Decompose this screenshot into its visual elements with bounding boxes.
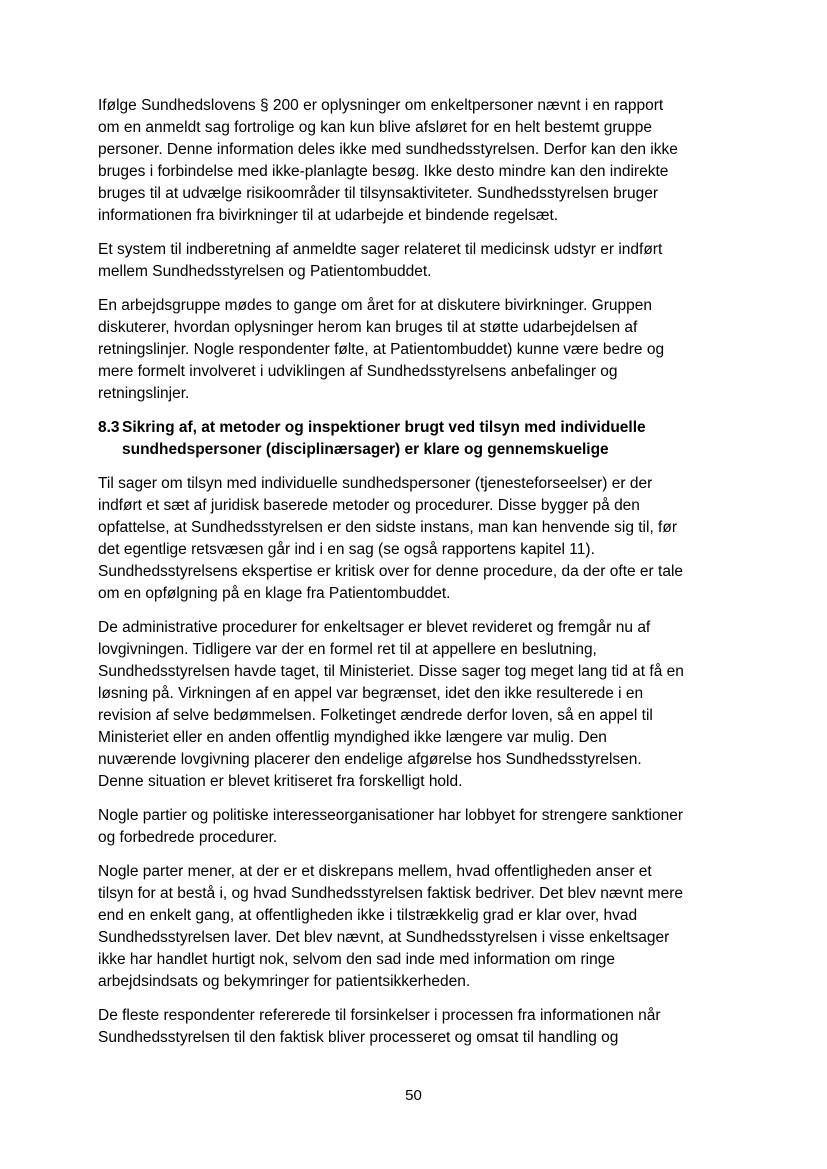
paragraph xyxy=(98,473,734,605)
section-heading xyxy=(98,417,734,461)
text-line: end en enkelt gang, at offentligheden ikke i tilstrækkelig grad er klar over, hvad xyxy=(98,907,638,924)
text-line: om en anmeldt sag fortrolige og kan kun blive afsløret for en helt bestemt gruppe xyxy=(98,119,652,136)
text-line: En arbejdsgruppe mødes to gange om året for at diskutere bivirkninger. Gruppen xyxy=(98,297,653,314)
text-line: og forbedrede procedurer. xyxy=(98,829,278,846)
text-line: Denne situation er blevet kritiseret fra forskelligt hold. xyxy=(98,773,463,790)
text-line: mere formelt involveret i udviklingen af Sundhedsstyrelsens anbefalinger og xyxy=(98,363,618,380)
text-line: revision af selve bedømmelsen. Folketinget ændrede derfor loven, så en appel til xyxy=(98,707,653,724)
page-number: 50 xyxy=(405,1087,422,1104)
text-line: Ministeriet eller en anden offentlig myndighed ikke længere var mulig. Den xyxy=(98,729,607,746)
paragraph xyxy=(98,1005,734,1049)
text-line: det egentlige retsvæsen går ind i en sag (se også rapportens kapitel 11). xyxy=(98,541,595,558)
paragraph xyxy=(98,617,734,793)
text-line: lovgivningen. Tidligere var der en formel ret til at appellere en beslutning, xyxy=(98,641,597,658)
text-line: diskuterer, hvordan oplysninger herom kan bruges til at støtte udarbejdelsen af xyxy=(98,319,638,336)
text-line: arbejdsindsats og bekymringer for patientsikkerheden. xyxy=(98,973,471,990)
text-line: retningslinjer. xyxy=(98,385,190,402)
text-line: informationen fra bivirkninger til at udarbejde et bindende regelsæt. xyxy=(98,207,559,224)
paragraph xyxy=(98,95,734,227)
text-line: om en opfølgning på en klage fra Patientombuddet. xyxy=(98,585,451,602)
text-line: Sundhedsstyrelsen havde taget, til Ministeriet. Disse sager tog meget lang tid at få en xyxy=(98,663,684,680)
text-line: opfattelse, at Sundhedsstyrelsen er den sidste instans, man kan henvende sig til, før xyxy=(98,519,677,536)
text-line: Sundhedsstyrelsen laver. Det blev nævnt, at Sundhedsstyrelsen i visse enkeltsager xyxy=(98,929,670,946)
text-line: personer. Denne information deles ikke med sundhedsstyrelsen. Derfor kan den ikke xyxy=(98,141,678,158)
text-line: retningslinjer. Nogle respondenter følte, at Patientombuddet) kunne være bedre og xyxy=(98,341,665,358)
section-heading-line-2: sundhedspersoner (disciplinærsager) er klare og gennemskuelige xyxy=(122,441,609,458)
text-line: nuværende lovgivning placerer den endelige afgørelse hos Sundhedsstyrelsen. xyxy=(98,751,642,768)
text-line: løsning på. Virkningen af en appel var begrænset, idet den ikke resulterede i en xyxy=(98,685,644,702)
text-line: tilsyn for at bestå i, og hvad Sundhedsstyrelsen faktisk bedriver. Det blev nævnt mere xyxy=(98,885,683,902)
text-line: Sundhedsstyrelsen til den faktisk bliver processeret og omsat til handling og xyxy=(98,1029,619,1046)
paragraph xyxy=(98,861,734,993)
text-line: Til sager om tilsyn med individuelle sundhedspersoner (tjenesteforseelser) er der xyxy=(98,475,653,492)
section-heading-line-1: Sikring af, at metoder og inspektioner brugt ved tilsyn med individuelle xyxy=(122,419,646,436)
paragraph xyxy=(98,295,734,405)
text-line: Sundhedsstyrelsens ekspertise er kritisk over for denne procedure, da der ofte er tale xyxy=(98,563,684,580)
text-line: Nogle partier og politiske interesseorganisationer har lobbyet for strengere sanktioner xyxy=(98,807,684,824)
paragraphs-top xyxy=(98,95,734,405)
text-line: indført et sæt af juridisk baserede metoder og procedurer. Disse bygger på den xyxy=(98,497,640,514)
text-line: mellem Sundhedsstyrelsen og Patientombuddet. xyxy=(98,263,432,280)
text-line: Ifølge Sundhedslovens § 200 er oplysninger om enkeltpersoner nævnt i en rapport xyxy=(98,97,664,114)
document-page xyxy=(98,95,734,1061)
text-line: bruges til at udvælge risikoområder til tilsynsaktiviteter. Sundhedsstyrelsen bruger xyxy=(98,185,658,202)
text-line: ikke har handlet hurtigt nok, selvom den sad inde med information om ringe xyxy=(98,951,615,968)
paragraphs-bottom xyxy=(98,473,734,1049)
text-line: De administrative procedurer for enkeltsager er blevet revideret og fremgår nu af xyxy=(98,619,651,636)
text-line: De fleste respondenter refererede til forsinkelser i processen fra informationen når xyxy=(98,1007,661,1024)
paragraph xyxy=(98,805,734,849)
paragraph xyxy=(98,239,734,283)
text-line: Et system til indberetning af anmeldte sager relateret til medicinsk udstyr er indført xyxy=(98,241,663,258)
text-line: Nogle parter mener, at der er et diskrepans mellem, hvad offentligheden anser et xyxy=(98,863,652,880)
text-line: bruges i forbindelse med ikke-planlagte besøg. Ikke desto mindre kan den indirekte xyxy=(98,163,669,180)
section-number: 8.3 xyxy=(98,419,120,436)
